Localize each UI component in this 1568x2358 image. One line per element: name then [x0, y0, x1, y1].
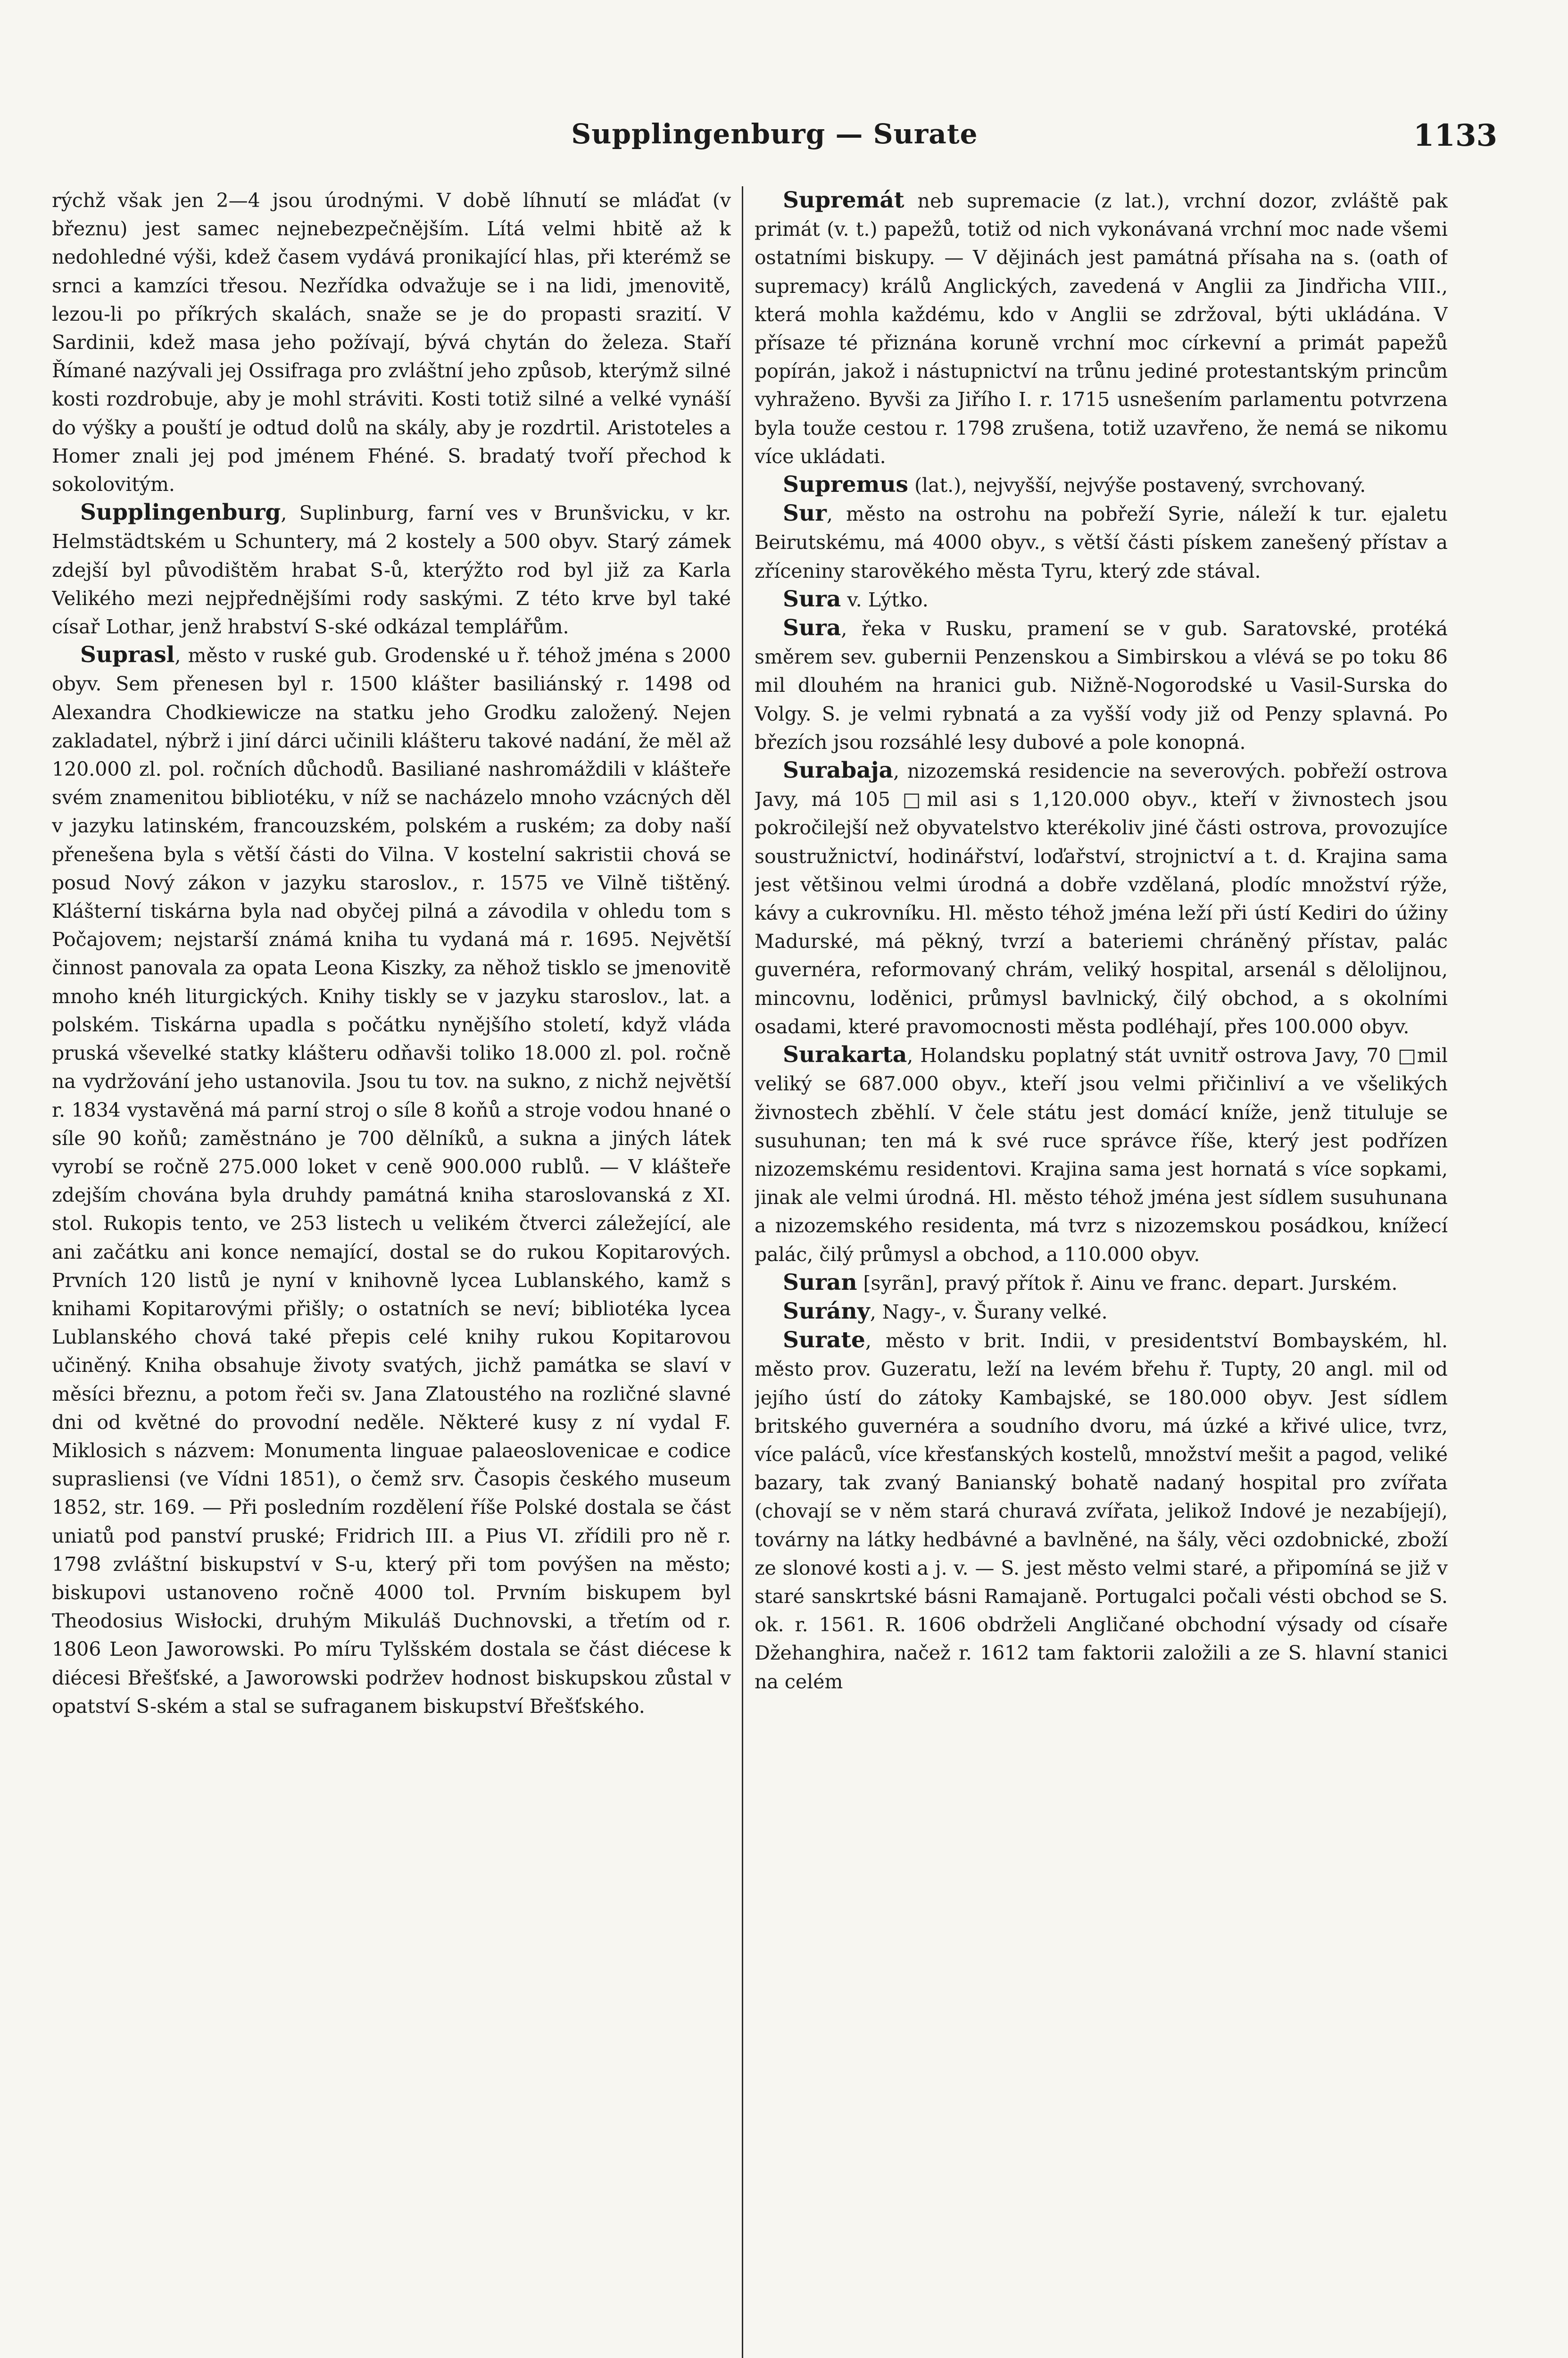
entry-sur: Sur, město na ostrohu na pobřeží Syrie, náleží k tur. ejaletu Beirutskému, má 4000 obyv., s větší části pískem zanešený přístav a zříceniny starověkého města Tyru, který zde stával. [755, 500, 1448, 582]
entry-sura-lytko: Sura v. Lýtko. [783, 586, 929, 612]
headword: Surakarta [783, 1042, 907, 1068]
running-title: Supplingenburg — Surate [571, 118, 978, 150]
entry-suprasl: Suprasl, město v ruské gub. Grodenské u ř. téhož jména s 2000 obyv. Sem přenesen byl r. 1500 klášter basiliánský r. 1498 od Alexandra Chodkiewicze na statku jeho Grodku založený. Nejen zakladatel, nýbrž i jiní dárci učinili klášteru takové nadání, že měl až 120.000 zl. pol. ročních důchodů. Basiliané nashromáždili v klášteře svém znamenitou bibliotéku, v níž se nacházelo mnoho vzácných děl v jazyku latinském, francouzském, polském a ruském; za doby naší přenešena byla s větší části do Vilna. V kostelní sakristii chová se posud Nový zákon v jazyku staroslov., r. 1575 ve Vilně tištěný. Klášterní tiskárna byla nad obyčej pilná a závodila v ohledu tom s Počajovem; nejstarší známá kniha tu vydaná má r. 1695. Největší činnost panovala za opata Leona Kiszky, za něhož tisklo se jmenovitě mnoho knéh liturgických. Knihy tiskly se v jazyku staroslov., lat. a polském. Tiskárna upadla s počátku nynějšího století, když vláda pruská vševelké statky klášteru odňavši toliko 18.000 zl. pol. ročně na vydržování jeho ustanovila. Jsou tu tov. na sukno, z nichž největší r. 1834 vystavěná má parní stroj o síle 8 koňů a stroje vodou hnané o síle 90 koňů; zaměstnáno je 700 dělníků, a sukna a jiných látek vyrobí se ročně 275.000 loket v ceně 900.000 rublů. — V klášteře zdejším chována byla druhdy památná kniha staroslovanská z XI. stol. Rukopis tento, ve 253 listech u velikém čtverci záležející, ale ani začátku ani konce nemající, dostal se do rukou Kopitarových. Prvních 120 listů je nyní v knihovně lycea Lublanského, kamž s knihami Kopitarovými přišly; o ostatních se neví; bibliotéka lycea Lublanského chová také přepis celé knihy rukou Kopitarovou učiněný. Kniha obsahuje životy svatých, jichž památka se slaví v měsíci březnu, a potom řeči sv. Jana Zlatoustého na rozličné slavné dni od květné do provodní neděle. Některé kusy z ní vydal F. Miklosich s názvem: Monumenta linguae palaeoslovenicae e codice suprasliensi (ve Vídni 1851), o čemž srv. Časopis českého museum 1852, str. 169. — Při posledním rozdělení říše Polské dostala se část uniatů pod panství pruské; Fridrich III. a Pius VI. zřídili pro ně r. 1798 zvláštní biskupství v S-u, který při tom povýšen na město; biskupovi ustanoveno ročně 4000 tol. Prvním biskupem byl Theodosius Wisłocki, druhým Mikuláš Duchnovski, a třetím od r. 1806 Leon Jaworowski. Po míru Tylšském dostala se část diécese k diécesi Břešťské, a Jaworowski podržev hodnost biskupskou zůstal v opatství S-ském a stal se sufraganem biskupství Břešťského. [52, 642, 731, 1718]
entry-surate: Surate, město v brit. Indii, v presidentství Bombayském, hl. město prov. Guzeratu, leží na levém břehu ř. Tupty, 20 angl. mil od jejího ústí do zátoky Kambajské, se 180.000 obyv. Jest sídlem britského guvernéra a soudního dvoru, má úzké a křivé ulice, tvrz, více paláců, více křesťanských kostelů, množství mešit a pagod, veliké bazary, tak zvaný Banianský bohatě nadaný hospital pro zvířata (chovají se v něm stará churavá zvířata, jelikož Indové je nezabíjejí), továrny na látky hedbávné a bavlněné, na šály, věci ozdobnické, zboží ze slonové kosti a j. v. — S. jest město velmi staré, a připomíná se již v staré sanskrtské básni Ramajaně. Portugalci počali vésti obchod se S. ok. r. 1561. R. 1606 obdrželi Angličané obchodní výsady od císaře Džehanghira, načež r. 1612 tam faktorii založili a ze S. hlavní stanici na celém [755, 1327, 1448, 1693]
headword: Sura [783, 615, 841, 641]
entry-supplingenburg: Supplingenburg, Suplinburg, farní ves v Brunšvicku, v kr. Helmstädtském u Schuntery, má 2 kostely a 500 obyv. Starý zámek zdejší byl původištěm hrabat S-ů, kterýžto rod byl již za Karla Velikého mezi nejpřednějšími rody saskými. Z této krve byl také císař Lothar, jenž hrabství S-ské odkázal templářům. [52, 499, 731, 639]
headword: Supremus [783, 472, 909, 498]
right-column [755, 186, 1448, 2358]
column-divider [742, 186, 743, 2358]
page-number: 1133 [1413, 118, 1497, 153]
headword: Suran [783, 1269, 857, 1295]
running-header [52, 118, 1497, 160]
headword: Surabaja [783, 757, 894, 784]
headword: Sur [783, 500, 827, 527]
entry-surakarta: Surakarta, Holandsku poplatný stát uvnitř ostrova Javy, 70 □mil veliký se 687.000 obyv., kteří jsou velmi přičinliví a ve všelikých živnostech zběhlí. V čele státu jest domácí kníže, jenž tituluje se susuhunan; ten má k své ruce správce říše, který jest podřízen nizozemskému residentovi. Krajina sama jest hornatá s více sopkami, jinak ale velmi úrodná. Hl. město téhož jména jest sídlem susuhunana a nizozemského residenta, má tvrz s nizozemskou posádkou, knížecí palác, čilý průmysl a obchod, a 110.000 obyv. [755, 1042, 1448, 1266]
headword: Supplingenburg [80, 499, 281, 526]
headword: Surány [783, 1298, 870, 1324]
headword: Sura [783, 586, 841, 612]
headword: Supremát [783, 187, 904, 213]
entry-sura-river: Sura, řeka v Rusku, pramení se v gub. Saratovské, protéká směrem sev. gubernii Penzenskou a Simbirskou a vlévá se po toku 86 mil dlouhém na hranici gub. Nižně-Nogorodské u Vasil-Surska do Volgy. S. je velmi rybnatá a za vyšší vody již od Penzy splavná. Po březích jsou rozsáhlé lesy dubové a pole konopná. [755, 615, 1448, 754]
headword: Suprasl [80, 642, 175, 668]
entry-continuation: rýchž však jen 2—4 jsou úrodnými. V době líhnutí se mláďat (v březnu) jest samec nejnebezpečnějším. Lítá velmi hbitě až k nedohledné výši, kdež časem vydává pronikající hlas, při kterémž se srnci a kamzíci třesou. Nezřídka odvažuje se i na lidi, jmenovitě, lezou-li po příkrých skalách, snaže se je do propasti srazití. V Sardinii, kdež masa jeho požívají, bývá chytán do železa. Staří Římané nazývali jej Ossifraga pro zvláštní jeho způsob, kterýmž silné kosti rozdrobuje, aby je mohl stráviti. Kosti totiž silné a velké vynáší do výšky a pouští je odtud dolů na skály, aby je rozdrtil. Aristoteles a Homer znali jej pod jménem Fhéné. S. bradatý tvoří přechod k sokolovitým. [52, 189, 731, 496]
entry-suran: Suran [syrãn], pravý přítok ř. Ainu ve franc. depart. Jurském. [783, 1269, 1398, 1295]
headword: Surate [783, 1327, 865, 1353]
entry-supremat: Supremát neb supremacie (z lat.), vrchní dozor, zvláště pak primát (v. t.) papežů, totiž od nich vykonávaná vrchní moc nade všemi ostatními biskupy. — V dějinách jest památná přísaha na s. (oath of supremacy) králů Anglických, zavedená v Anglii za Jindřicha VIII., která mohla každému, kdo v Anglii se zdržoval, býti ukládána. V přísaze té přiznána koruně vrchní moc církevní a primát papežů popírán, jakož i nástupnictví na trůnu jediné protestantským princům vyhraženo. Byvši za Jiřího I. r. 1715 usnešením parlamentu potvrzena byla touže cestou r. 1798 zrušena, totiž uzavřeno, že nemá se nikomu více ukládati. [755, 187, 1448, 468]
entry-surabaja: Surabaja, nizozemská residencie na severových. pobřeží ostrova Javy, má 105 □mil asi s 1,120.000 obyv., kteří v živnostech jsou pokročilejší než obyvatelstvo kterékoliv jiné části ostrova, provozujíce soustružnictví, hodinářství, loďařství, strojnictví a t. d. Krajina sama jest většinou velmi úrodná a dobře vzdělaná, plodíc množství rýže, kávy a cukrovníku. Hl. město téhož jména leží při ústí Kediri do úžiny Madurské, má pěkný, tvrzí a bateriemi chráněný přístav, palác guvernéra, reformovaný chrám, veliký hospital, arsenál s dělolijnou, mincovnu, loděnici, průmysl bavlnický, čilý obchod, a s okolními osadami, které pravomocnosti města podléhají, přes 100.000 obyv. [755, 757, 1448, 1038]
entry-supremus: Supremus (lat.), nejvyšší, nejvýše postavený, svrchovaný. [783, 472, 1366, 498]
left-column [52, 186, 731, 2358]
entry-surany: Surány, Nagy-, v. Šurany velké. [783, 1298, 1108, 1324]
